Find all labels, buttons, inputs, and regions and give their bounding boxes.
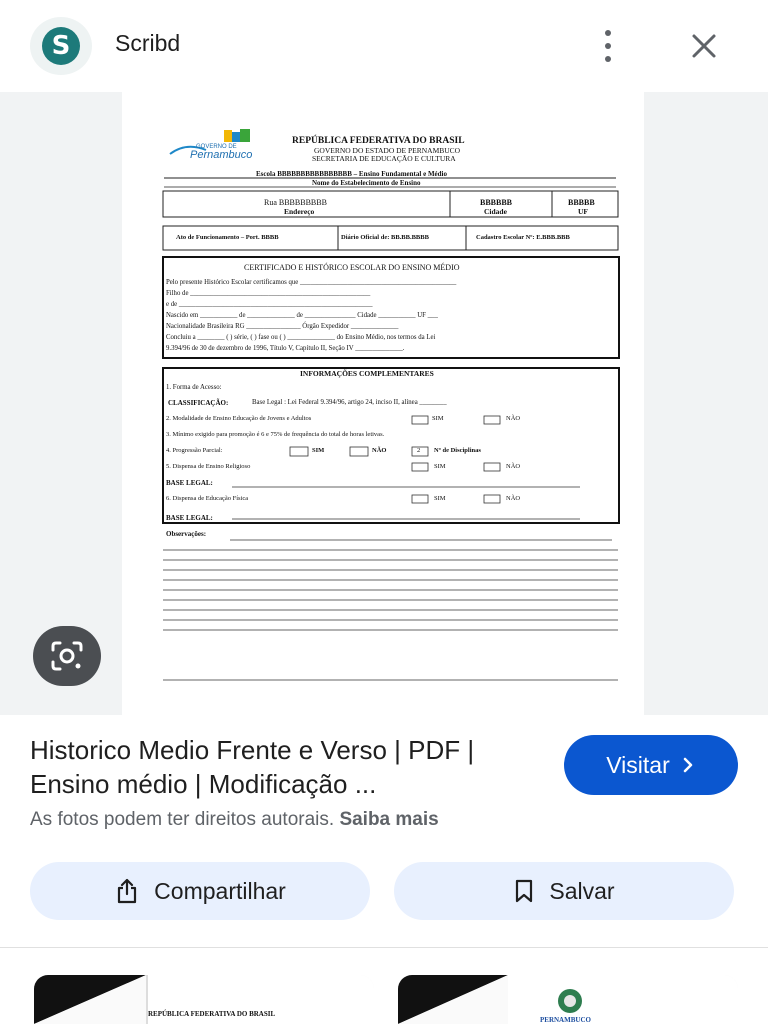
doc-info-title: INFORMAÇÕES COMPLEMENTARES bbox=[300, 369, 434, 378]
image-preview[interactable] bbox=[0, 92, 768, 715]
doc-nao-label: NÃO bbox=[506, 415, 521, 422]
doc-info-4-count: 2 bbox=[417, 447, 421, 454]
related-thumb-text: PERNAMBUCO bbox=[540, 1016, 591, 1024]
site-name[interactable]: Scribd bbox=[115, 30, 181, 56]
section-divider bbox=[0, 947, 768, 948]
close-icon[interactable] bbox=[686, 28, 722, 64]
doc-secretariat: SECRETARIA DE EDUCAÇÃO E CULTURA bbox=[312, 154, 456, 163]
doc-cert-line: Nacionalidade Brasileira RG ________________ Órgão Expedidor ______________ bbox=[166, 323, 399, 330]
doc-city-value: BBBBBB bbox=[480, 198, 513, 207]
top-bar bbox=[0, 0, 768, 92]
doc-sim-label: SIM bbox=[434, 495, 446, 502]
doc-info-class: CLASSIFICAÇÃO: bbox=[168, 399, 229, 407]
svg-text:GOVERNO DE: GOVERNO DE bbox=[196, 144, 237, 150]
doc-info-3: 3. Mínimo exigido para promoção é 6 e 75% de frequência do total de horas letivas. bbox=[166, 431, 385, 438]
doc-sim-label: SIM bbox=[312, 447, 325, 454]
doc-cert-line: Filho de _____________________________________________________ bbox=[166, 290, 371, 297]
doc-nao-label: NÃO bbox=[506, 463, 521, 470]
more-vert-icon bbox=[605, 30, 611, 36]
doc-street-caption: Endereço bbox=[284, 207, 315, 216]
learn-more-link[interactable]: Saiba mais bbox=[339, 809, 439, 830]
doc-school-line: Escola BBBBBBBBBBBBBBBB – Ensino Fundamental e Médio bbox=[256, 170, 447, 178]
doc-government: GOVERNO DO ESTADO DE PERNAMBUCO bbox=[314, 146, 461, 155]
doc-act-label: Ato de Funcionamento – Port. BBBB bbox=[176, 234, 279, 241]
doc-republic: REPÚBLICA FEDERATIVA DO BRASIL bbox=[292, 136, 465, 146]
doc-sim-label: SIM bbox=[432, 415, 444, 422]
doc-info-6: 6. Dispensa de Educação Física bbox=[166, 495, 249, 502]
doc-info-5: 5. Dispensa de Ensino Religioso bbox=[166, 463, 251, 470]
more-options-button[interactable] bbox=[596, 30, 620, 62]
copyright-notice bbox=[30, 809, 439, 831]
doc-info-4-disc: Nº de Disciplinas bbox=[434, 447, 481, 454]
related-thumb-text: REPÚBLICA FEDERATIVA DO BRASIL bbox=[148, 1010, 276, 1018]
copyright-text: As fotos podem ter direitos autorais. bbox=[30, 809, 335, 830]
related-result-thumbnail[interactable] bbox=[398, 975, 738, 1024]
doc-cert-line: Pelo presente Histórico Escolar certificamos que ______________________________________________ bbox=[166, 279, 457, 286]
bookmark-icon bbox=[513, 878, 535, 904]
doc-school-caption: Nome do Estabelecimento de Ensino bbox=[312, 179, 421, 187]
doc-info-2: 2. Modalidade de Ensino Educação de Jovens e Adultos bbox=[166, 415, 312, 422]
google-lens-button[interactable] bbox=[33, 626, 101, 686]
save-label: Salvar bbox=[549, 877, 615, 904]
doc-uf-caption: UF bbox=[578, 207, 588, 216]
doc-uf-value: BBBBB bbox=[568, 198, 595, 207]
doc-base-legal: BASE LEGAL: bbox=[166, 479, 213, 487]
doc-info-4: 4. Progressão Parcial: bbox=[166, 447, 223, 454]
doc-info-class-rest: Base Legal : Lei Federal 9.394/96, artigo 24, inciso II, alínea ________ bbox=[252, 399, 447, 406]
visit-label: Visitar bbox=[606, 751, 670, 778]
doc-nao-label: NÃO bbox=[506, 495, 521, 502]
doc-street-value: Rua BBBBBBBBB bbox=[264, 198, 327, 207]
doc-cert-title: CERTIFICADO E HISTÓRICO ESCOLAR DO ENSINO MÉDIO bbox=[244, 263, 460, 272]
save-button[interactable] bbox=[394, 862, 734, 920]
scribd-logo-icon: S bbox=[42, 27, 80, 65]
share-label: Compartilhar bbox=[154, 877, 286, 904]
doc-cadastro-label: Cadastro Escolar Nº: E.BBB.BBB bbox=[476, 234, 570, 241]
doc-nao-label: NÃO bbox=[372, 447, 387, 454]
doc-info-access: 1. Forma de Acesso: bbox=[166, 384, 222, 391]
related-result-thumbnail[interactable] bbox=[34, 975, 374, 1024]
share-icon bbox=[114, 877, 140, 905]
site-logo[interactable] bbox=[30, 17, 92, 75]
doc-sim-label: SIM bbox=[434, 463, 446, 470]
visit-button[interactable] bbox=[564, 735, 738, 795]
doc-cert-line: Concluiu a ________ ( ) série, ( ) fase ou ( ) ______________ do Ensino Médio, nos termos da Lei bbox=[166, 334, 436, 341]
doc-cert-line: e de _________________________________________________________ bbox=[166, 301, 373, 308]
result-title[interactable]: Historico Medio Frente e Verso | PDF | Ensino médio | Modificação ... bbox=[30, 735, 475, 799]
doc-cert-line: 9.394/96 de 30 de dezembro de 1996, Título V, Capítulo II, Seção IV ______________. bbox=[166, 345, 405, 352]
chevron-right-icon bbox=[680, 756, 696, 774]
more-vert-dot bbox=[605, 43, 611, 49]
doc-diario-label: Diário Oficial de: BB.BB.BBBB bbox=[341, 234, 429, 241]
doc-cert-line: Nascido em ___________ de ______________ de _______________ Cidade ___________ UF ___ bbox=[166, 312, 438, 319]
lens-icon bbox=[47, 638, 87, 674]
doc-city-caption: Cidade bbox=[484, 207, 507, 216]
svg-text:Pernambuco: Pernambuco bbox=[190, 149, 253, 161]
pernambuco-logo-icon bbox=[166, 128, 258, 162]
document-page bbox=[122, 92, 644, 715]
doc-observacoes: Observações: bbox=[166, 530, 207, 538]
doc-base-legal: BASE LEGAL: bbox=[166, 514, 213, 522]
share-button[interactable] bbox=[30, 862, 370, 920]
more-vert-dot bbox=[605, 56, 611, 62]
